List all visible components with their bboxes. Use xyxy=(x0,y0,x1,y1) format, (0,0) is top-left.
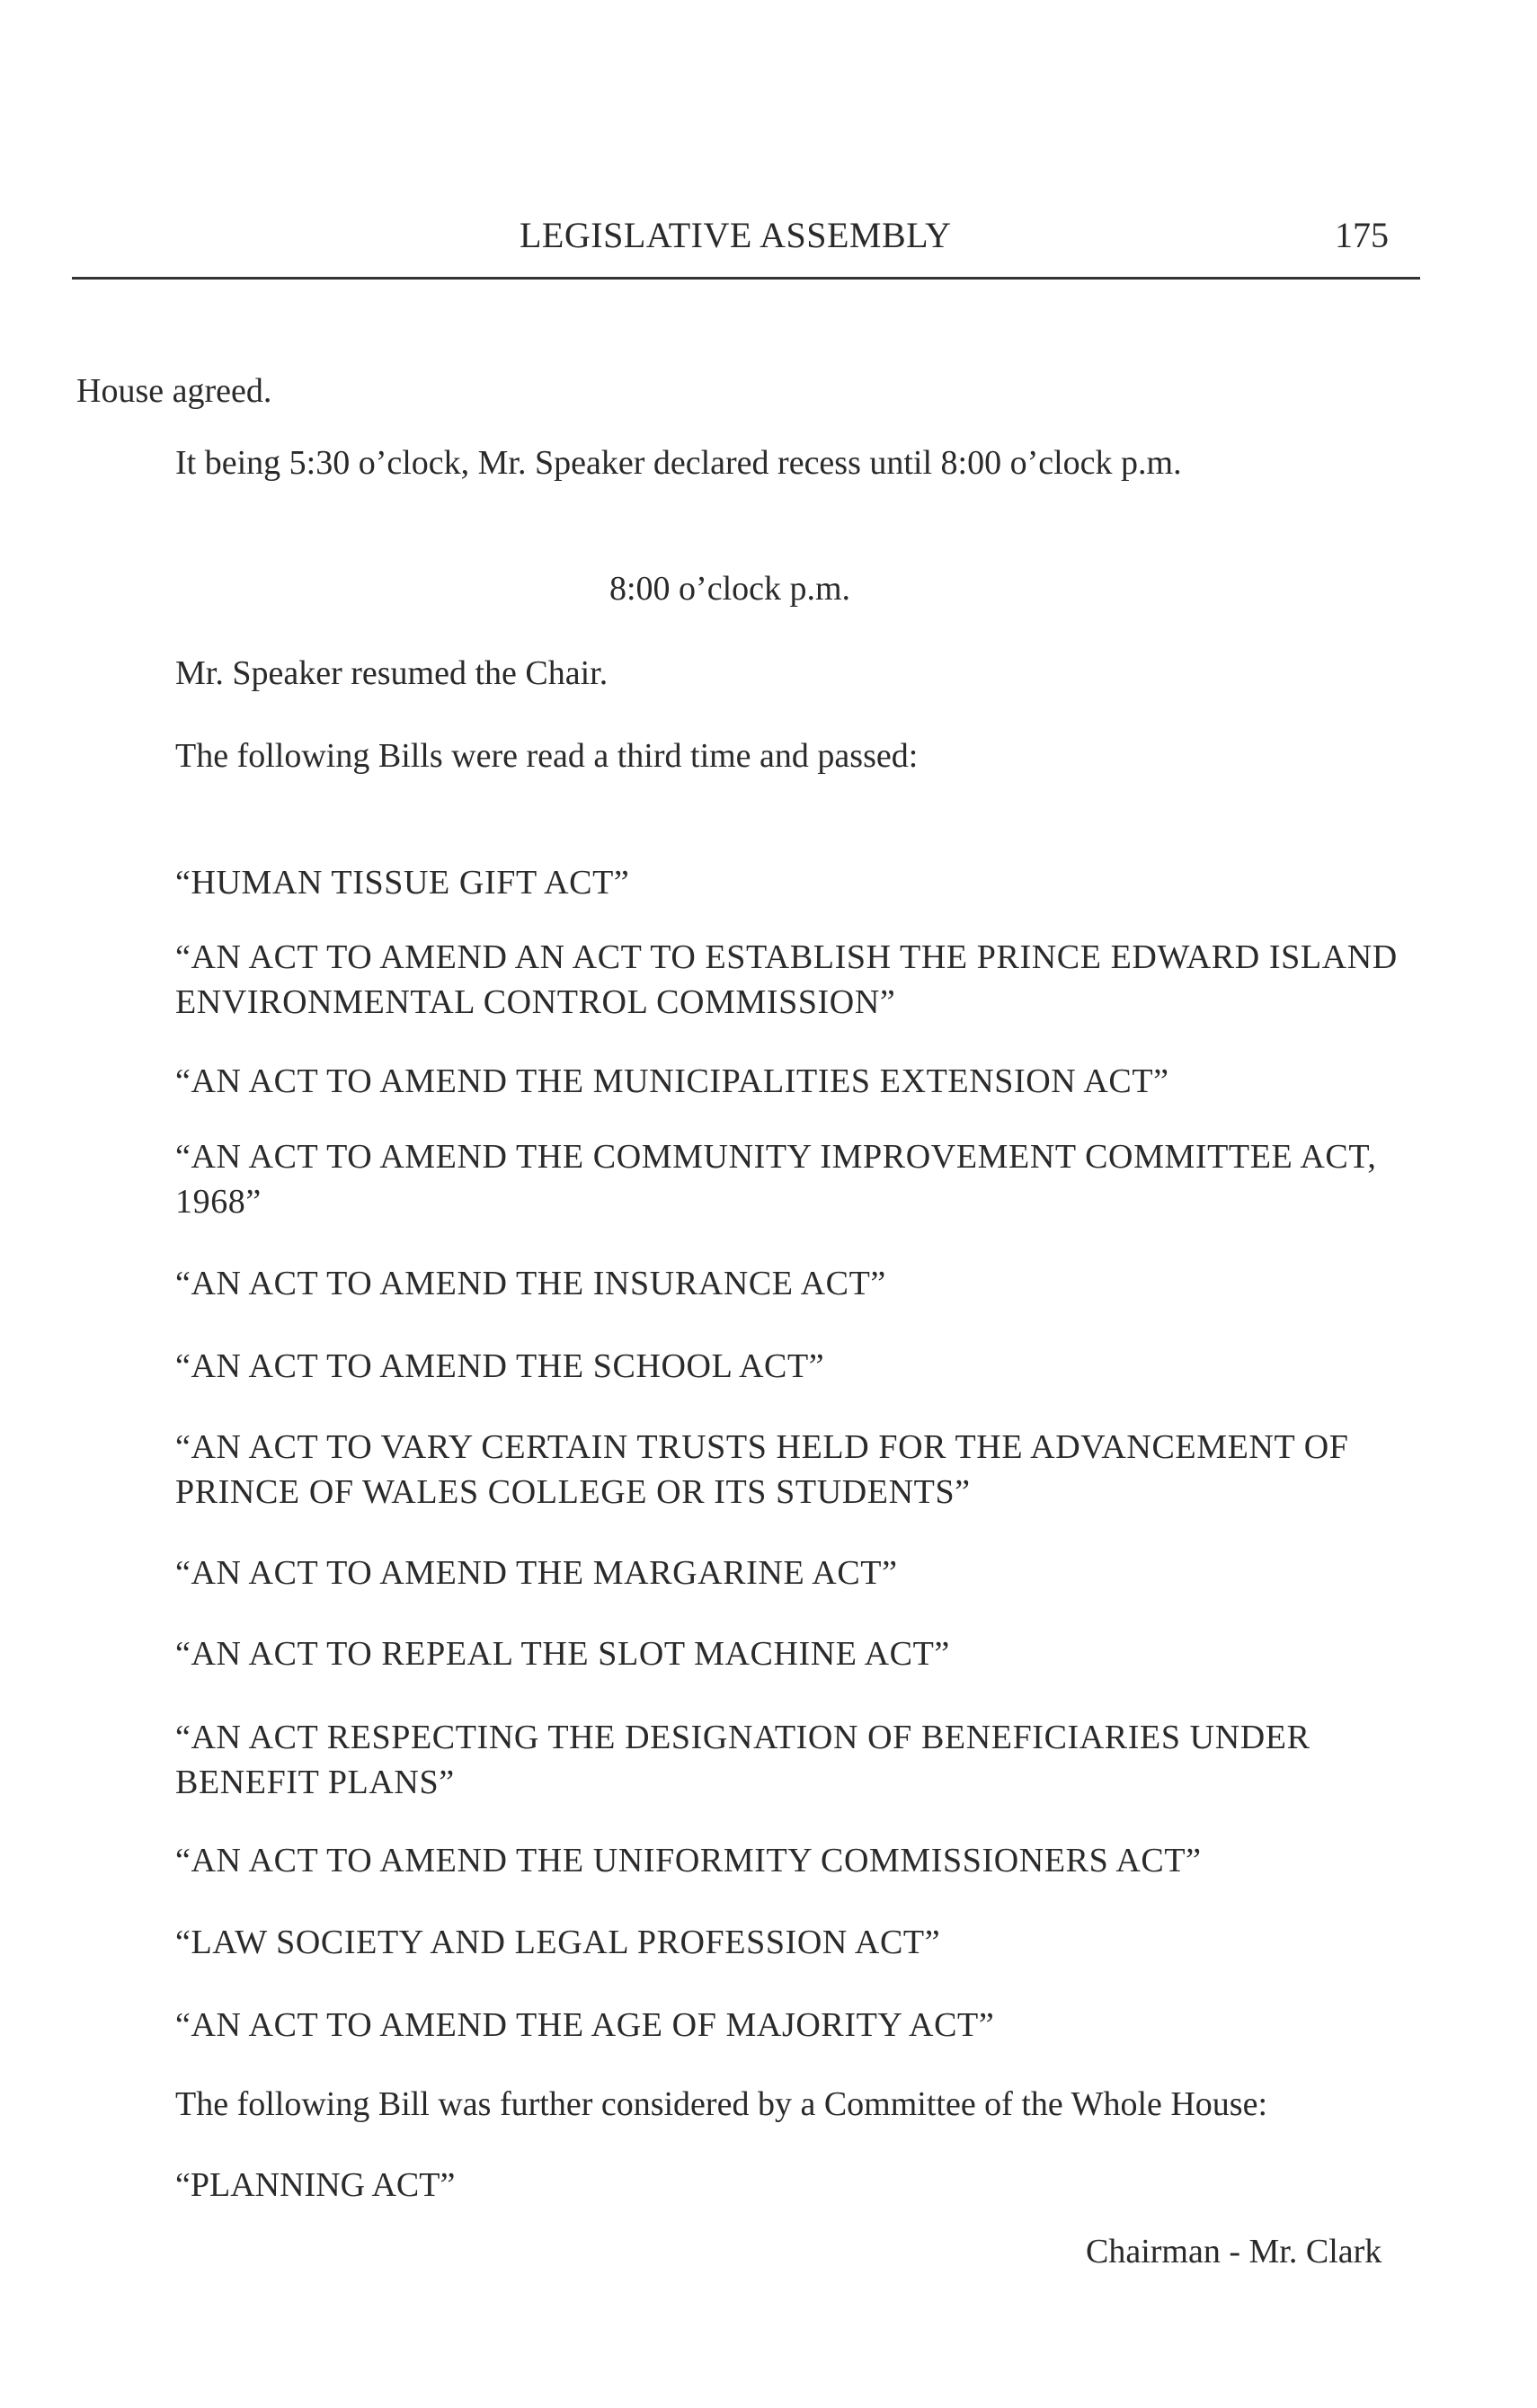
header-rule xyxy=(72,277,1420,280)
committee-intro: The following Bill was further considered by a Committee of the Whole House: xyxy=(175,2085,1268,2123)
bill-item: “AN ACT RESPECTING THE DESIGNATION OF BENEFICIARIES UNDER BENEFIT PLANS” xyxy=(175,1719,1310,1801)
bill-item: “AN ACT TO AMEND THE COMMUNITY IMPROVEMENT COMMITTEE ACT, 1968” xyxy=(175,1138,1377,1221)
bill-item: “AN ACT TO VARY CERTAIN TRUSTS HELD FOR THE ADVANCEMENT OF PRINCE OF WALES COLLEGE OR ITS STUDENTS” xyxy=(175,1428,1349,1511)
bill-item: “AN ACT TO AMEND THE MUNICIPALITIES EXTENSION ACT” xyxy=(175,1062,1169,1100)
chairman-text: Chairman - Mr. Clark xyxy=(1086,2233,1382,2270)
third-reading-intro: The following Bills were read a third time and passed: xyxy=(175,737,919,775)
bill-item: “AN ACT TO AMEND THE MARGARINE ACT” xyxy=(175,1554,898,1592)
speaker-resumed-text: Mr. Speaker resumed the Chair. xyxy=(175,654,609,692)
bill-item: “AN ACT TO AMEND THE SCHOOL ACT” xyxy=(175,1347,825,1385)
bill-item: “AN ACT TO AMEND THE INSURANCE ACT” xyxy=(175,1265,886,1302)
page-number: 175 xyxy=(1335,215,1389,255)
running-header-title: LEGISLATIVE ASSEMBLY xyxy=(520,215,952,255)
bill-item: “AN ACT TO REPEAL THE SLOT MACHINE ACT” xyxy=(175,1635,950,1673)
bill-item: “HUMAN TISSUE GIFT ACT” xyxy=(175,864,630,902)
house-agreed-text: House agreed. xyxy=(76,372,272,410)
bill-item: “AN ACT TO AMEND AN ACT TO ESTABLISH THE PRINCE EDWARD ISLAND ENVIRONMENTAL CONTROL COMMISSION” xyxy=(175,938,1398,1021)
bill-item: “AN ACT TO AMEND THE AGE OF MAJORITY ACT” xyxy=(175,2006,995,2044)
bill-item: “LAW SOCIETY AND LEGAL PROFESSION ACT” xyxy=(175,1924,941,1961)
bill-item: “AN ACT TO AMEND THE UNIFORMITY COMMISSIONERS ACT” xyxy=(175,1842,1202,1879)
time-heading: 8:00 o’clock p.m. xyxy=(609,570,851,608)
recess-text: It being 5:30 o’clock, Mr. Speaker declared recess until 8:00 o’clock p.m. xyxy=(175,444,1182,482)
committee-bill: “PLANNING ACT” xyxy=(175,2166,456,2204)
